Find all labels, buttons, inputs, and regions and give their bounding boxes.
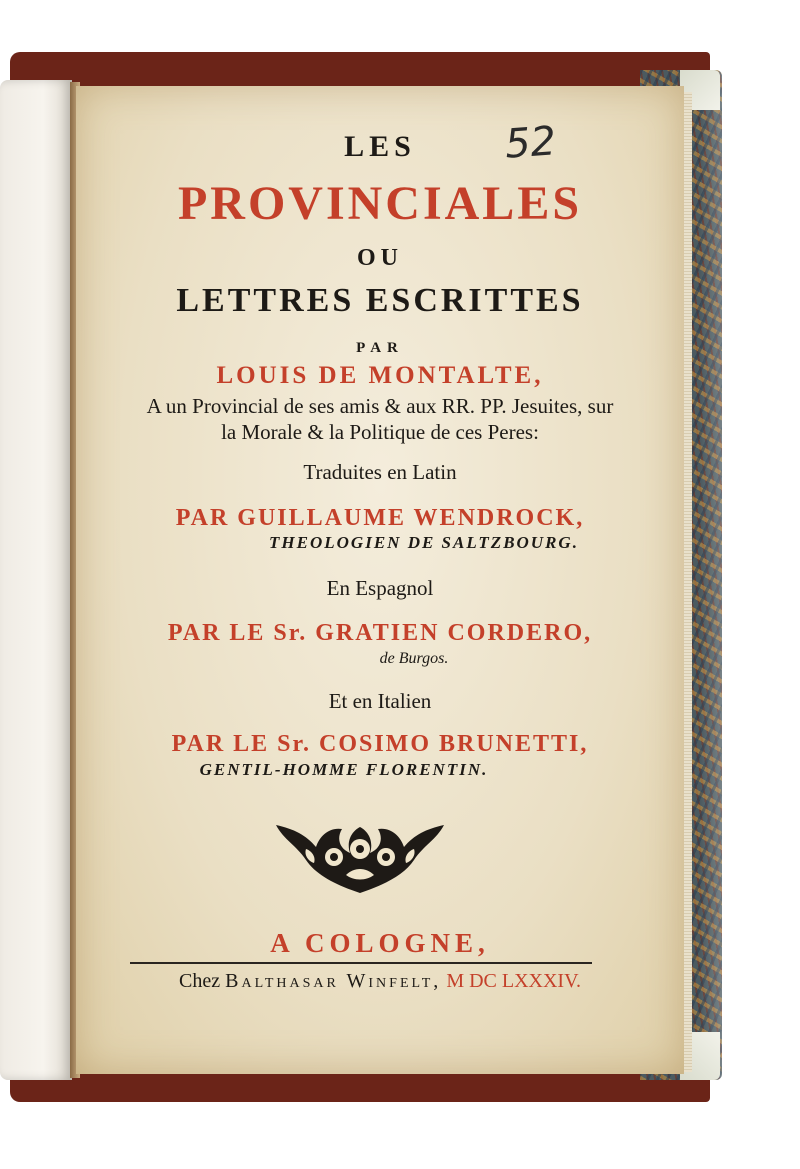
endpaper-left <box>0 80 72 1080</box>
subtitle-line-1: A un Provincial de ses amis & aux RR. PP. Jesuites, sur <box>146 394 614 418</box>
title-ou: OU <box>357 245 403 271</box>
title-les: LES <box>344 130 416 163</box>
imprint-printer: Balthasar Winfelt, <box>225 970 442 992</box>
handwritten-number: 52 <box>503 118 558 168</box>
woodcut-ornament <box>276 805 444 897</box>
latin-intro: Traduites en Latin <box>303 460 457 484</box>
author-name: LOUIS DE MONTALTE, <box>216 362 544 389</box>
title-provinciales: PROVINCIALES <box>177 177 583 230</box>
title-lettres: LETTRES ESCRITTES <box>176 282 584 319</box>
by-label: PAR <box>356 340 404 356</box>
imprint-city: A COLOGNE, <box>270 928 490 958</box>
page-edges <box>684 92 692 1072</box>
spanish-translator: PAR LE Sr. GRATIEN CORDERO, <box>167 620 593 646</box>
latin-translator: PAR GUILLAUME WENDROCK, <box>175 505 585 531</box>
spanish-translator-place: de Burgos. <box>379 650 449 667</box>
imprint-year: M DC LXXXIV. <box>446 970 581 992</box>
italian-translator-role: GENTIL-HOMME FLORENTIN. <box>199 760 489 779</box>
italian-intro: Et en Italien <box>328 689 432 713</box>
subtitle-line-2: la Morale & la Politique de ces Peres: <box>221 420 539 444</box>
imprint-line <box>76 970 684 993</box>
latin-translator-role: THEOLOGIEN DE SALTZBOURG. <box>269 533 579 552</box>
italian-translator: PAR LE Sr. COSIMO BRUNETTI, <box>171 731 589 757</box>
spanish-intro: En Espagnol <box>326 576 434 600</box>
imprint-chez: Chez <box>179 970 221 992</box>
imprint-rule <box>130 962 592 964</box>
